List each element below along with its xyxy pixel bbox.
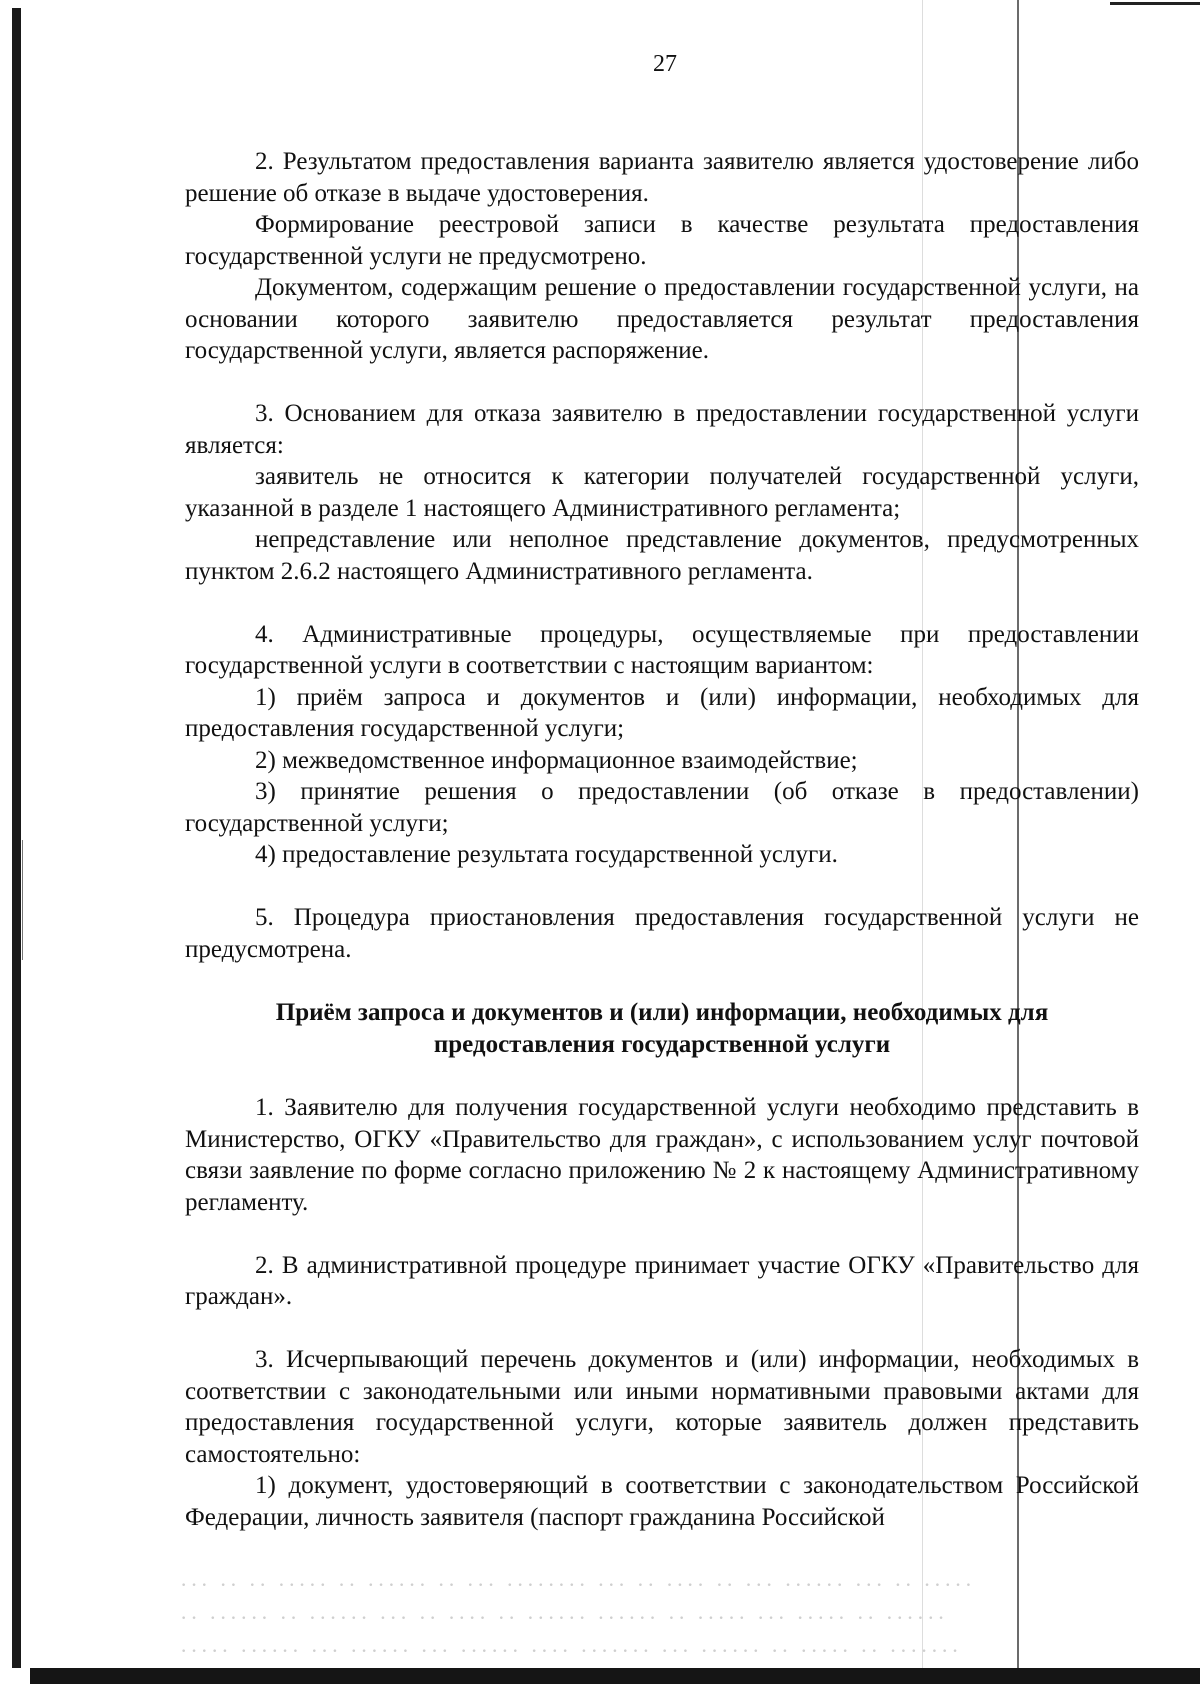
paragraph-result: 2. Результатом предоставления варианта заявителю является удостоверение либо решение об отказе в выдаче удостоверения. xyxy=(185,148,1139,207)
paragraph-procedure-item: 4) предоставление результата государственной услуги. xyxy=(255,841,838,868)
paragraph-gap xyxy=(185,1218,1139,1250)
paragraph-suspension: 5. Процедура приостановления предоставления государственной услуги не предусмотрена. xyxy=(185,904,1139,963)
paragraph-participant: 2. В административной процедуре принимает участие ОГКУ «Правительство для граждан». xyxy=(185,1251,1139,1310)
paragraph-gap xyxy=(185,587,1139,619)
page-number: 27 xyxy=(653,51,677,77)
paragraph-refusal-item: заявитель не относится к категории получателей государственной услуги, указанной в разделе 1 настоящего Административного регламента; xyxy=(185,463,1139,522)
section-heading: Приём запроса и документов и (или) информации, необходимых для предоставления государственной услуги xyxy=(275,998,1049,1058)
paragraph-gap xyxy=(185,965,1139,997)
paragraph-decision-document: Документом, содержащим решение о предоставлении государственной услуги, на основании которого заявителю предоставляется результат предоставления государственной услуги, является распоряжение. xyxy=(185,274,1139,364)
paragraph-procedure-item: 3) принятие решения о предоставлении (об отказе в предоставлении) государственной услуги; xyxy=(185,778,1139,837)
scan-edge-mark xyxy=(22,840,23,960)
paragraph-documents-list: 3. Исчерпывающий перечень документов и (или) информации, необходимых в соответствии с законодательными или иными нормативными правовыми актами для предоставления государственной услуги, которые заявитель должен представить самостоятельно: xyxy=(185,1346,1139,1468)
paragraph-gap xyxy=(185,1061,1139,1093)
paragraph-procedures: 4. Административные процедуры, осуществляемые при предоставлении государственной услуги в соответствии с настоящим вариантом: xyxy=(185,620,1139,679)
paragraph-gap xyxy=(185,871,1139,903)
paragraph-procedure-item: 1) приём запроса и документов и (или) информации, необходимых для предоставления государственной услуги; xyxy=(185,683,1139,742)
scan-edge-bottom xyxy=(30,1668,1200,1684)
document-body xyxy=(185,146,1139,1533)
paragraph-registry: Формирование реестровой записи в качестве результата предоставления государственной услуги не предусмотрено. xyxy=(185,211,1139,270)
bleed-through-text: ··· ·· ·· ····· ·· ······ ·· ··· ········ ··· ·· ···· ·· ··· ······ ··· ·· ····· ·· ······ ·· ······ ··· ·· ···· ·· ······ ······ ·· ····· ··· ····· ·· ······ ····· ······ ··· ······ ··· ······ ···· ······· ··· ······ ·· ····· ·· ······· xyxy=(180,1572,976,1663)
paragraph-gap xyxy=(185,1313,1139,1345)
paragraph-gap xyxy=(185,367,1139,399)
paragraph-procedure-item: 2) межведомственное информационное взаимодействие; xyxy=(255,746,858,774)
paragraph-refusal-grounds: 3. Основанием для отказа заявителю в предоставлении государственной услуги является: xyxy=(185,400,1139,459)
paragraph-document-item: 1) документ, удостоверяющий в соответствии с законодательством Российской Федерации, личность заявителя (паспорт гражданина Российской xyxy=(185,1472,1139,1531)
paragraph-application: 1. Заявителю для получения государственной услуги необходимо представить в Министерство, ОГКУ «Правительство для граждан», с использованием услуг почтовой связи заявление по форме согласно приложению № 2 к настоящему Административному регламенту. xyxy=(185,1094,1139,1216)
scan-edge-left xyxy=(12,8,21,1668)
paragraph-refusal-item: непредставление или неполное представление документов, предусмотренных пунктом 2.6.2 настоящего Административного регламента. xyxy=(185,526,1139,585)
scan-edge-top xyxy=(1110,2,1200,5)
